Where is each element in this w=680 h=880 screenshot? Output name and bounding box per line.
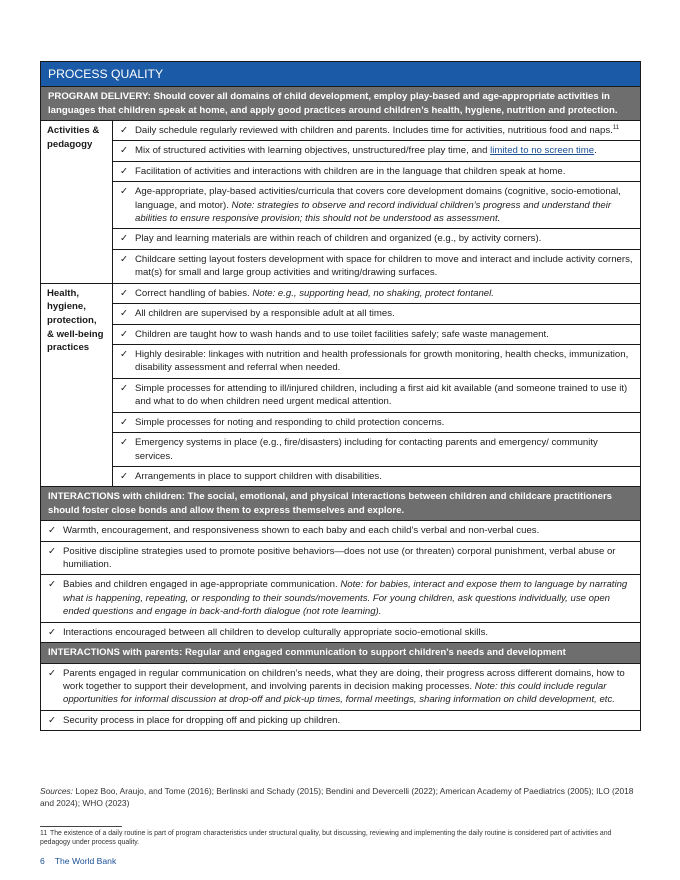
page-number: 6 bbox=[40, 856, 45, 866]
item-text: Security process in place for dropping off and picking up children. bbox=[63, 714, 341, 726]
checklist-item bbox=[113, 344, 641, 378]
table-row bbox=[41, 249, 641, 283]
table-row bbox=[41, 663, 641, 710]
table-row bbox=[41, 541, 641, 575]
checkmark-icon: ✓ bbox=[120, 145, 129, 157]
checkmark-icon: ✓ bbox=[48, 579, 57, 591]
section-header-row bbox=[41, 487, 641, 521]
table-row bbox=[41, 433, 641, 467]
interactions-parents-band bbox=[41, 643, 641, 663]
checkmark-icon: ✓ bbox=[120, 470, 129, 482]
category-activities-pedagogy: Activities & pedagogy bbox=[41, 120, 113, 283]
table-row bbox=[41, 324, 641, 344]
item-text: Age-appropriate, play-based activities/curricula that covers core development domains (cognitive, socio-emotional, language, and motor). bbox=[135, 186, 621, 211]
sources-note bbox=[40, 785, 640, 809]
checkmark-icon: ✓ bbox=[120, 233, 129, 245]
item-text: Correct handling of babies. bbox=[135, 287, 253, 299]
checklist-item bbox=[113, 249, 641, 283]
checkmark-icon: ✓ bbox=[120, 165, 129, 177]
process-quality-page bbox=[40, 61, 640, 731]
item-text: Babies and children engaged in age-appropriate communication. bbox=[63, 579, 341, 591]
checklist-item bbox=[113, 229, 641, 249]
checkmark-icon: ✓ bbox=[120, 124, 129, 136]
section-header-row bbox=[41, 643, 641, 663]
footnote-reference[interactable]: 11 bbox=[612, 124, 620, 131]
table-row bbox=[41, 344, 641, 378]
checkmark-icon: ✓ bbox=[48, 525, 57, 537]
item-text: Positive discipline strategies used to promote positive behaviors—does not use (or threaten) corporal punishment, verbal abuse or humiliation. bbox=[63, 545, 616, 571]
sources-label: Sources: bbox=[40, 786, 74, 796]
item-text: All children are supervised by a responsible adult at all times. bbox=[135, 308, 395, 320]
checkmark-icon: ✓ bbox=[120, 287, 129, 299]
item-text: Childcare setting layout fosters development with space for children to move and interact and include activity corners, mat(s) for small and large group activities and writing/drawing surfaces. bbox=[135, 253, 633, 279]
footnote-number: 11 bbox=[40, 830, 48, 837]
checklist-item bbox=[113, 120, 641, 140]
item-text: Highly desirable: linkages with nutrition and health professionals for growth monitoring, health checks, immunization, disability assessment and referral when needed. bbox=[135, 348, 629, 374]
item-text: Facilitation of activities and interactions with children are in the language that children speak at home. bbox=[135, 165, 566, 177]
checklist-item bbox=[113, 161, 641, 181]
interactions-children-band-label: INTERACTIONS with children: bbox=[48, 491, 185, 503]
checklist-item bbox=[41, 541, 641, 575]
checklist-item bbox=[41, 575, 641, 622]
item-note: Note: strategies to observe and record individual children’s progress and understand their abilities to ensure responsive provision; this should not be understood as assessment. bbox=[135, 199, 612, 225]
item-note: Note: e.g., supporting head, no shaking, protect fontanel. bbox=[252, 287, 494, 299]
item-text: Interactions encouraged between all children to develop culturally appropriate socio-emotional skills. bbox=[63, 626, 489, 638]
table-row bbox=[41, 141, 641, 161]
checklist-item bbox=[41, 622, 641, 642]
item-text: Play and learning materials are within reach of children and organized (e.g., by activity corners). bbox=[135, 233, 542, 245]
item-text-end: . bbox=[594, 145, 597, 157]
screen-time-link[interactable]: limited to no screen time bbox=[490, 145, 595, 157]
checkmark-icon: ✓ bbox=[120, 416, 129, 428]
table-row bbox=[41, 521, 641, 541]
table-row bbox=[41, 466, 641, 486]
checklist-item bbox=[113, 324, 641, 344]
checkmark-icon: ✓ bbox=[120, 186, 129, 198]
checkmark-icon: ✓ bbox=[48, 545, 57, 557]
table-row bbox=[41, 710, 641, 730]
item-note: Note: for babies, interact and expose them to language by narrating what is happening, repeating, or responding to their sounds/movements. For young children, ask questions individually, use open ended questions and engage in back-and-forth dialogue (not rote learning). bbox=[63, 579, 628, 618]
item-text: Parents engaged in regular communication on children’s needs, what they are doing, their progress across different domains, how to work together to support their development, and involving parents in decision making processes. bbox=[63, 667, 625, 692]
checkmark-icon: ✓ bbox=[120, 382, 129, 394]
checkmark-icon: ✓ bbox=[48, 667, 57, 679]
table-row bbox=[41, 378, 641, 412]
interactions-children-band bbox=[41, 487, 641, 521]
checkmark-icon: ✓ bbox=[120, 328, 129, 340]
item-text: Simple processes for attending to ill/injured children, including a first aid kit available (and someone trained to use it) and what to do when children need urgent medical attention. bbox=[135, 382, 628, 408]
footnote-divider bbox=[40, 826, 122, 827]
sources-text: Lopez Boo, Araujo, and Tome (2016); Berlinski and Schady (2015); Bendini and Devercelli (2022); American Academy of Paediatrics (2005); ILO (2018 and 2024); WHO (2023) bbox=[40, 786, 634, 809]
item-text: Simple processes for noting and responding to child protection concerns. bbox=[135, 416, 445, 428]
footnote bbox=[40, 829, 640, 848]
checklist-item bbox=[113, 378, 641, 412]
item-note: Note: this could include regular opportunities for informal discussion at drop-off and pick-up times, formal meetings, sharing information on child development, etc. bbox=[63, 681, 615, 706]
program-delivery-band bbox=[41, 87, 641, 121]
checklist-item bbox=[113, 433, 641, 467]
interactions-parents-band-text: Regular and engaged communication to support children’s needs and development bbox=[182, 647, 566, 659]
item-text: Daily schedule regularly reviewed with children and parents. Includes time for activities, nutritious food and naps. bbox=[135, 124, 613, 136]
table-row bbox=[41, 161, 641, 181]
checklist-item bbox=[41, 663, 641, 710]
checklist-item bbox=[113, 412, 641, 432]
table-row bbox=[41, 182, 641, 229]
item-text: Arrangements in place to support children with disabilities. bbox=[135, 470, 382, 482]
checkmark-icon: ✓ bbox=[48, 626, 57, 638]
table-title: PROCESS QUALITY bbox=[41, 62, 641, 87]
checklist-item bbox=[113, 466, 641, 486]
checkmark-icon: ✓ bbox=[120, 253, 129, 265]
item-text: Emergency systems in place (e.g., fire/disasters) including for contacting parents and emergency/ community services. bbox=[135, 437, 598, 462]
item-text: Children are taught how to wash hands and to use toilet facilities safely; safe waste management. bbox=[135, 328, 549, 340]
checkmark-icon: ✓ bbox=[48, 714, 57, 726]
item-text: Mix of structured activities with learning objectives, unstructured/free play time, and bbox=[135, 145, 491, 157]
table-row bbox=[41, 283, 641, 303]
footnote-text: The existence of a daily routine is part of program characteristics under structural quality, but discussing, reviewing and implementing the daily routine is considered part of activities and pedagogy under process quality. bbox=[40, 830, 612, 847]
table-row bbox=[41, 622, 641, 642]
program-delivery-label: PROGRAM DELIVERY: bbox=[48, 91, 151, 103]
checklist-item bbox=[41, 710, 641, 730]
table-row bbox=[41, 120, 641, 140]
table-row bbox=[41, 575, 641, 622]
checklist-item bbox=[41, 521, 641, 541]
publisher-name: The World Bank bbox=[54, 856, 117, 866]
table-row bbox=[41, 412, 641, 432]
table-row bbox=[41, 304, 641, 324]
checkmark-icon: ✓ bbox=[120, 348, 129, 360]
interactions-children-band-text: The social, emotional, and physical interactions between children and childcare practitioners should foster close bonds and allow them to express themselves and explore. bbox=[48, 491, 613, 516]
page-footer bbox=[40, 856, 116, 866]
category-health-hygiene: Health, hygiene, protection, & well-being practices bbox=[41, 283, 113, 487]
table-row bbox=[41, 229, 641, 249]
checkmark-icon: ✓ bbox=[120, 308, 129, 320]
checklist-item bbox=[113, 304, 641, 324]
checklist-item bbox=[113, 182, 641, 229]
checklist-item bbox=[113, 141, 641, 161]
process-quality-table bbox=[40, 61, 641, 731]
program-delivery-text: Should cover all domains of child development, employ play-based and age-appropriate activities in languages that children speak at home, and apply good practices around children’s health, hygiene, nutrition and protection. bbox=[48, 91, 618, 116]
item-text: Warmth, encouragement, and responsiveness shown to each baby and each child’s verbal and non-verbal cues. bbox=[63, 525, 540, 537]
checkmark-icon: ✓ bbox=[120, 437, 129, 449]
checklist-item bbox=[113, 283, 641, 303]
interactions-parents-band-label: INTERACTIONS with parents: bbox=[48, 647, 183, 659]
